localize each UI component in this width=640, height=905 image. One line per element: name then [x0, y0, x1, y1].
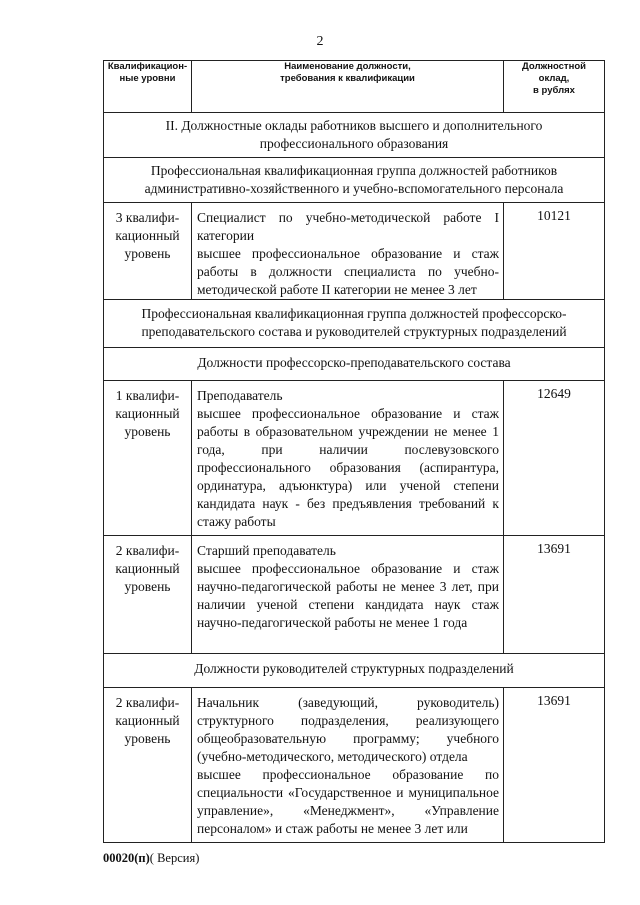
row4-salary: 13691	[504, 688, 605, 843]
header-salary: Должностной оклад, в рублях	[504, 61, 605, 113]
document-version: ( Версия)	[149, 851, 200, 865]
row4-level: 2 квалифи- кационный уровень	[104, 688, 192, 843]
table-header-row	[104, 61, 605, 113]
section-title: II. Должностные оклады работников высшего и дополнительного профессионального образования	[104, 113, 605, 158]
row2-salary: 12649	[504, 381, 605, 536]
page-number: 2	[316, 34, 324, 49]
row2-description	[192, 381, 504, 536]
section-row	[104, 113, 605, 158]
row3-requirements: высшее профессиональное образование и стаж научно-педагогической работы не менее 3 лет, при наличии ученой степени кандидата наук стаж научно-педагогической работы не менее 1 года	[197, 561, 499, 630]
subgroup-row	[104, 348, 605, 381]
row1-salary: 10121	[504, 203, 605, 300]
document-code: 00020(п)	[103, 851, 150, 865]
row3-title: Старший преподаватель	[197, 543, 336, 558]
group1-title: Профессиональная квалификационная группа должностей работников административно-хозяйственного и учебно-вспомогательного персонала	[104, 158, 605, 203]
row1-description	[192, 203, 504, 300]
header-level: Квалификацион- ные уровни	[104, 61, 192, 113]
row3-salary: 13691	[504, 536, 605, 654]
row4-description	[192, 688, 504, 843]
row1-level: 3 квалифи- кационный уровень	[104, 203, 192, 300]
group2-title: Профессиональная квалификационная группа должностей профессорско-преподавательского состава и руководителей структурных подразделений	[104, 300, 605, 348]
row2-level: 1 квалифи- кационный уровень	[104, 381, 192, 536]
group-row	[104, 158, 605, 203]
table-row	[104, 381, 605, 536]
row3-level: 2 квалифи- кационный уровень	[104, 536, 192, 654]
row4-requirements: высшее профессиональное образование по специальности «Государственное и муниципальное управление», «Менеджмент», «Управление персоналом» и стаж работы не менее 3 лет или	[197, 767, 499, 836]
row2-title: Преподаватель	[197, 388, 283, 403]
table-row	[104, 203, 605, 300]
subgroup2-title: Должности руководителей структурных подразделений	[104, 654, 605, 688]
document-footer	[103, 851, 199, 866]
table-row	[104, 536, 605, 654]
header-position: Наименование должности, требования к квалификации	[192, 61, 504, 113]
row2-requirements: высшее профессиональное образование и стаж работы в образовательном учреждении не менее 1 года, при наличии послевузовского профессионального образования (аспирантура, ординатура, адъюнктура) или ученой степени кандидата наук - без предъявления требований к стажу работы	[197, 406, 499, 529]
row4-title: Начальник (заведующий, руководитель) структурного подразделения, реализующего общеобразовательную программу; учебного (учебно-методического, методического) отдела	[197, 695, 499, 764]
row3-description	[192, 536, 504, 654]
salary-table	[103, 60, 605, 843]
group-row	[104, 300, 605, 348]
row1-title: Специалист по учебно-методической работе I категории	[197, 210, 499, 243]
row1-requirements: высшее профессиональное образование и стаж работы в должности специалиста по учебно-методической работе II категории не менее 3 лет	[197, 246, 499, 297]
table-row	[104, 688, 605, 843]
subgroup1-title: Должности профессорско-преподавательского состава	[104, 348, 605, 381]
subgroup-row	[104, 654, 605, 688]
